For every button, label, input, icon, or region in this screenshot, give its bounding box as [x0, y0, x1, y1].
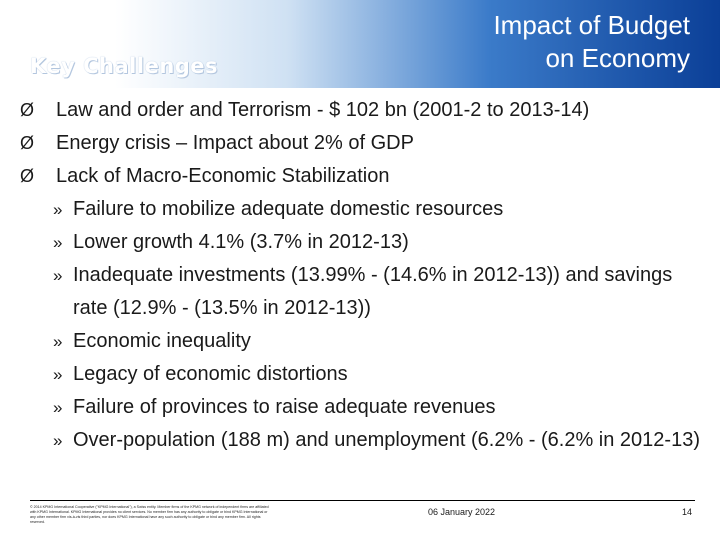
footer-disclaimer: © 2014 KPMG International Cooperative ("KPMG International"), a Swiss entity. Member firms of the KPMG network of independent firms are affiliated with KPMG International. KPMG International provides no client services. No member firm has any authority to obligate or bind KPMG International or any other member firm vis-à-vis third parties, nor does KPMG International have any such authority to obligate or bind any member firm. All rights reserved.	[30, 505, 269, 524]
chevron-bullet-icon: »	[53, 332, 63, 351]
sub-bullet-text: Economic inequality	[73, 330, 251, 352]
sub-bullet-text: Failure to mobilize adequate domestic resources	[73, 198, 504, 220]
arrow-bullet-icon: Ø	[20, 100, 35, 120]
sub-bullet-item	[20, 226, 710, 259]
chevron-bullet-icon: »	[53, 398, 63, 417]
page-number: 14	[682, 507, 693, 517]
sub-bullet-text: Over-population (188 m) and unemployment (6.2% - (6.2% in 2012-13)	[73, 429, 700, 451]
bullet-text: Lack of Macro-Economic Stabilization	[56, 165, 390, 187]
chevron-bullet-icon: »	[53, 431, 63, 450]
sub-bullet-item	[20, 424, 710, 457]
sub-bullet-item	[20, 358, 710, 391]
bullet-item	[20, 160, 710, 193]
sub-bullet-text: Inadequate investments (13.99% - (14.6% in 2012-13)) and savings rate (12.9% - (13.5% in 2012-13))	[73, 264, 673, 319]
arrow-bullet-icon: Ø	[20, 166, 35, 186]
footer-divider	[30, 500, 695, 501]
sub-bullet-text: Lower growth 4.1% (3.7% in 2012-13)	[73, 231, 409, 253]
arrow-bullet-icon: Ø	[20, 133, 35, 153]
sub-bullet-text: Failure of provinces to raise adequate revenues	[73, 396, 496, 418]
sub-bullet-item	[20, 259, 710, 325]
sub-bullet-item	[20, 325, 710, 358]
chevron-bullet-icon: »	[53, 266, 63, 285]
sub-bullet-item	[20, 391, 710, 424]
sub-bullet-text: Legacy of economic distortions	[73, 363, 348, 385]
bullet-text: Law and order and Terrorism - $ 102 bn (2001-2 to 2013-14)	[56, 99, 590, 121]
bullet-item	[20, 94, 710, 127]
slide-title-line2: on Economy	[545, 43, 690, 73]
slide-title	[370, 9, 690, 75]
section-title: Key Challenges	[30, 54, 219, 78]
bullet-text: Energy crisis – Impact about 2% of GDP	[56, 132, 414, 154]
chevron-bullet-icon: »	[53, 233, 63, 252]
chevron-bullet-icon: »	[53, 200, 63, 219]
header-banner	[0, 0, 720, 88]
footer-date: 06 January 2022	[428, 507, 496, 517]
chevron-bullet-icon: »	[53, 365, 63, 384]
bullet-list	[20, 94, 710, 457]
sub-bullet-item	[20, 193, 710, 226]
slide-title-line1: Impact of Budget	[493, 10, 690, 40]
bullet-item	[20, 127, 710, 160]
